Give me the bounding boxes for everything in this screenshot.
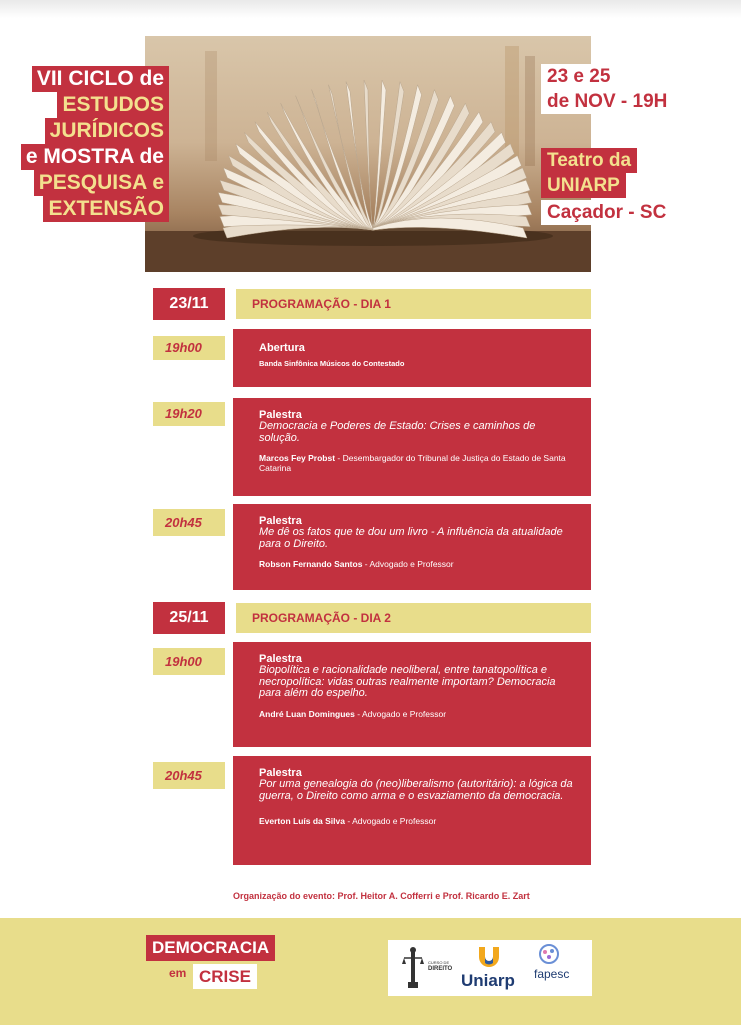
- brand-em: em: [169, 966, 187, 980]
- session-title: Biopolítica e racionalidade neoliberal, entre tanatopolítica e necropolítica: vidas outras realmente importam? Democracia para além do espelho.: [259, 664, 556, 699]
- venue-city: Caçador - SC: [541, 200, 672, 225]
- speaker-name: Everton Luís da Silva: [259, 816, 345, 826]
- session-card-opening: [233, 329, 591, 387]
- title-line: VII CICLO de: [32, 66, 169, 92]
- hero-book-image: [145, 36, 591, 272]
- session-title: Democracia e Poderes de Estado: Crises e caminhos de solução.: [259, 420, 536, 444]
- time-20h45-day1: 20h45: [153, 509, 225, 536]
- session-speaker: [259, 709, 577, 719]
- speaker-role: - Desembargador do Tribunal de Justiça do Estado de Santa Catarina: [259, 453, 566, 473]
- session-type: Palestra: [259, 409, 302, 421]
- session-note: Banda Sinfônica Músicos do Contestado: [259, 359, 405, 368]
- session-card-2: [233, 398, 591, 496]
- event-dates-line2: de NOV - 19H: [541, 89, 673, 114]
- session-card-5: [233, 756, 591, 865]
- logo-uniarp-label: Uniarp: [461, 971, 515, 990]
- justice-statue-icon: [402, 946, 424, 995]
- session-speaker: [259, 816, 577, 826]
- speaker-name: André Luan Domingues: [259, 708, 355, 719]
- open-book-illustration: [145, 36, 591, 272]
- speaker-role: - Advogado e Professor: [354, 708, 447, 719]
- session-card-3: [233, 504, 591, 590]
- title-line: ESTUDOS: [57, 92, 169, 118]
- logo-direito-label: DIREITO: [428, 966, 453, 972]
- session-type: Palestra: [259, 515, 302, 527]
- speaker-name: Marcos Fey Probst: [259, 453, 336, 463]
- speaker-name: Robson Fernando Santos: [259, 559, 363, 569]
- footer-band: [0, 918, 741, 1025]
- speaker-role: - Advogado e Professor: [344, 816, 437, 826]
- day2-date: 25/11: [153, 602, 225, 634]
- session-card-4: [233, 642, 591, 747]
- session-title: Me dê os fatos que te dou um livro - A influência da atualidade para o Direito.: [259, 526, 563, 550]
- day1-heading: PROGRAMAÇÃO - DIA 1: [236, 289, 591, 319]
- event-dates-line1: 23 e 25: [541, 64, 616, 89]
- venue-line2: UNIARP: [541, 173, 626, 198]
- logo-fapesc-label: fapesc: [534, 967, 570, 981]
- time-19h00-day1: 19h00: [153, 336, 225, 360]
- sponsor-logos: [388, 940, 592, 996]
- logo-direito-small: CURSO DE: [428, 960, 450, 965]
- title-line: e MOSTRA de: [21, 144, 169, 170]
- title-line: PESQUISA e: [34, 170, 169, 196]
- session-type: Abertura: [259, 342, 305, 354]
- session-type: Palestra: [259, 767, 302, 779]
- time-20h45-day2: 20h45: [153, 762, 225, 789]
- time-19h00-day2: 19h00: [153, 648, 225, 675]
- day2-heading: PROGRAMAÇÃO - DIA 2: [236, 603, 591, 633]
- title-line: JURÍDICOS: [45, 118, 169, 144]
- speaker-role: - Advogado e Professor: [362, 559, 454, 569]
- venue-line1: Teatro da: [541, 148, 637, 173]
- session-type: Palestra: [259, 653, 302, 665]
- session-speaker: [259, 453, 577, 473]
- organization-credit: Organização do evento: Prof. Heitor A. Cofferri e Prof. Ricardo E. Zart: [233, 891, 530, 901]
- session-title: Por uma genealogia do (neo)liberalismo (autoritário): a lógica da guerra, o Direito como arma e o esvaziamento da democracia.: [259, 778, 573, 802]
- title-line: EXTENSÃO: [43, 196, 169, 222]
- time-19h20-day1: 19h20: [153, 402, 225, 426]
- brand-crise: CRISE: [193, 964, 257, 989]
- session-speaker: [259, 559, 577, 569]
- top-band: [0, 0, 741, 18]
- fapesc-brain-icon: [538, 943, 560, 970]
- day1-date: 23/11: [153, 288, 225, 320]
- brand-democracia: DEMOCRACIA: [146, 935, 275, 961]
